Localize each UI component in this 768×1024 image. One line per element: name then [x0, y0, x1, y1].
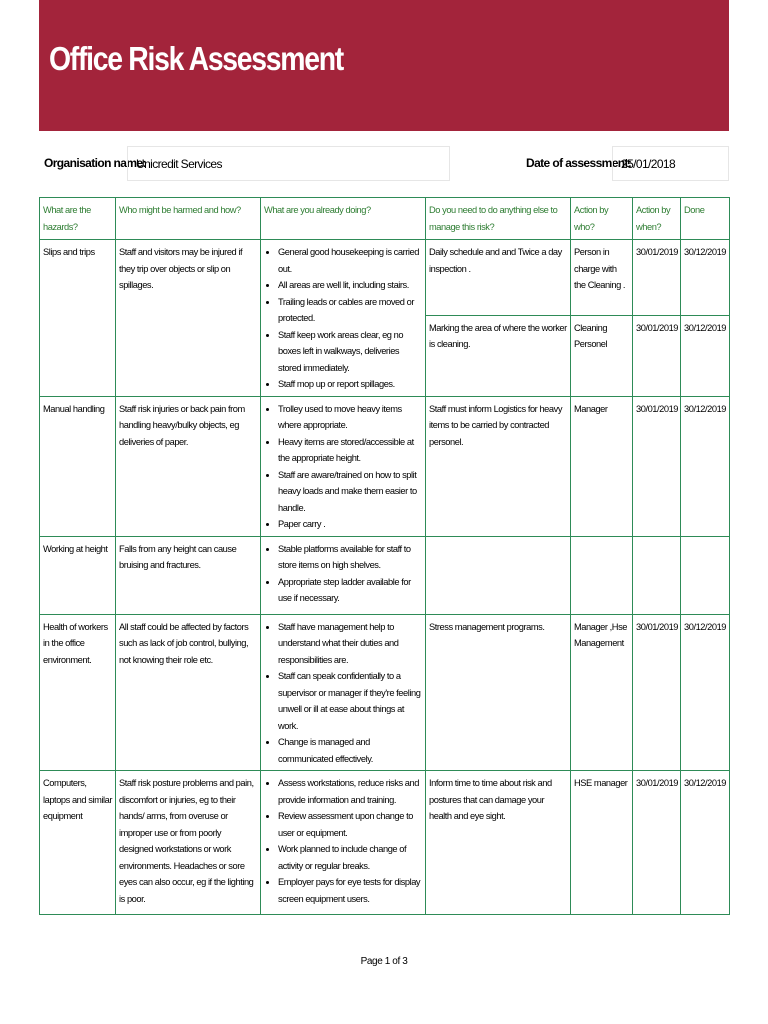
action-by-who-cell: Manager ,Hse Management [571, 614, 633, 771]
list-item: • Staff are aware/trained on how to split heavy loads and make them easier to handle. [278, 467, 422, 517]
table-row [40, 771, 730, 915]
action-by-who-cell: Cleaning Personel [571, 315, 633, 396]
hazard-cell: Working at height [40, 536, 116, 614]
list-item: • General good housekeeping is carried out. [278, 244, 422, 277]
table-row [40, 614, 730, 771]
list-item: • Paper carry . [278, 516, 422, 533]
column-header: What are you already doing? [261, 198, 426, 240]
table-row [40, 240, 730, 316]
who-harmed-cell: Falls from any height can cause bruising and fractures. [116, 536, 261, 614]
column-header: Do you need to do anything else to manage this risk? [426, 198, 571, 240]
measures-list [264, 619, 422, 768]
organisation-label: Organisation name: [44, 156, 146, 170]
measures-list [264, 401, 422, 533]
done-cell: 30/12/2019 [681, 614, 730, 771]
further-action-cell: Stress management programs. [426, 614, 571, 771]
done-cell: 30/12/2019 [681, 315, 730, 396]
who-harmed-cell: Staff and visitors may be injured if they trip over objects or slip on spillages. [116, 240, 261, 397]
list-item: • Trailing leads or cables are moved or protected. [278, 294, 422, 327]
list-item: • Staff have management help to understand what their duties and responsibilities are. [278, 619, 422, 669]
table-header-row [40, 198, 730, 240]
action-by-who-cell [571, 536, 633, 614]
action-by-when-cell: 30/01/2019 [633, 771, 681, 915]
list-item: • Appropriate step ladder available for use if necessary. [278, 574, 422, 607]
column-header: Action by who? [571, 198, 633, 240]
measures-list [264, 244, 422, 393]
list-item: • All areas are well lit, including stairs. [278, 277, 422, 294]
list-item: • Staff mop up or report spillages. [278, 376, 422, 393]
date-label: Date of assessment: [526, 156, 632, 170]
action-by-when-cell: 30/01/2019 [633, 240, 681, 316]
list-item: • Employer pays for eye tests for display screen equipment users. [278, 874, 422, 907]
action-by-who-cell: Manager [571, 396, 633, 536]
table-row [40, 536, 730, 614]
done-cell: 30/12/2019 [681, 240, 730, 316]
further-action-cell: Inform time to time about risk and postures that can damage your health and eye sight. [426, 771, 571, 915]
who-harmed-cell: Staff risk injuries or back pain from handling heavy/bulky objects, eg deliveries of paper. [116, 396, 261, 536]
already-doing-cell [261, 396, 426, 536]
page-title: Office Risk Assessment [49, 40, 343, 77]
already-doing-cell [261, 240, 426, 397]
hazard-cell: Computers, laptops and similar equipment [40, 771, 116, 915]
column-header: Done [681, 198, 730, 240]
list-item: • Work planned to include change of activity or regular breaks. [278, 841, 422, 874]
further-action-cell: Marking the area of where the worker is cleaning. [426, 315, 571, 396]
who-harmed-cell: All staff could be affected by factors such as lack of job control, bullying, not knowing their role etc. [116, 614, 261, 771]
measures-list [264, 775, 422, 907]
done-cell: 30/12/2019 [681, 771, 730, 915]
action-by-who-cell: HSE manager [571, 771, 633, 915]
list-item: • Staff can speak confidentially to a supervisor or manager if they're feeling unwell or ill at ease about things at work. [278, 668, 422, 734]
done-cell [681, 536, 730, 614]
done-cell: 30/12/2019 [681, 396, 730, 536]
already-doing-cell [261, 771, 426, 915]
list-item: • Change is managed and communicated effectively. [278, 734, 422, 767]
date-field[interactable]: 25/01/2018 [612, 146, 729, 181]
organisation-field[interactable]: Unicredit Services [127, 146, 450, 181]
column-header: What are the hazards? [40, 198, 116, 240]
action-by-when-cell: 30/01/2019 [633, 614, 681, 771]
further-action-cell [426, 536, 571, 614]
page-number: Page 1 of 3 [360, 956, 408, 967]
risk-assessment-table [39, 197, 730, 915]
list-item: • Staff keep work areas clear, eg no boxes left in walkways, deliveries stored immediately. [278, 327, 422, 377]
action-by-when-cell [633, 536, 681, 614]
list-item: • Assess workstations, reduce risks and provide information and training. [278, 775, 422, 808]
action-by-who-cell: Person in charge with the Cleaning . [571, 240, 633, 316]
hazard-cell: Slips and trips [40, 240, 116, 397]
column-header: Who might be harmed and how? [116, 198, 261, 240]
further-action-cell: Staff must inform Logistics for heavy items to be carried by contracted personel. [426, 396, 571, 536]
action-by-when-cell: 30/01/2019 [633, 396, 681, 536]
already-doing-cell [261, 614, 426, 771]
who-harmed-cell: Staff risk posture problems and pain, discomfort or injuries, eg to their hands/ arms, from overuse or improper use or from poorly designed workstations or work environments. Headaches or sore eyes can also occur, eg if the lighting is poor. [116, 771, 261, 915]
list-item: • Review assessment upon change to user or equipment. [278, 808, 422, 841]
already-doing-cell [261, 536, 426, 614]
hazard-cell: Manual handling [40, 396, 116, 536]
list-item: • Trolley used to move heavy items where appropriate. [278, 401, 422, 434]
header-banner [39, 0, 729, 131]
column-header: Action by when? [633, 198, 681, 240]
further-action-cell: Daily schedule and and Twice a day inspection . [426, 240, 571, 316]
table-row [40, 396, 730, 536]
measures-list [264, 541, 422, 607]
list-item: • Heavy items are stored/accessible at the appropriate height. [278, 434, 422, 467]
list-item: • Stable platforms available for staff to store items on high shelves. [278, 541, 422, 574]
action-by-when-cell: 30/01/2019 [633, 315, 681, 396]
hazard-cell: Health of workers in the office environment. [40, 614, 116, 771]
